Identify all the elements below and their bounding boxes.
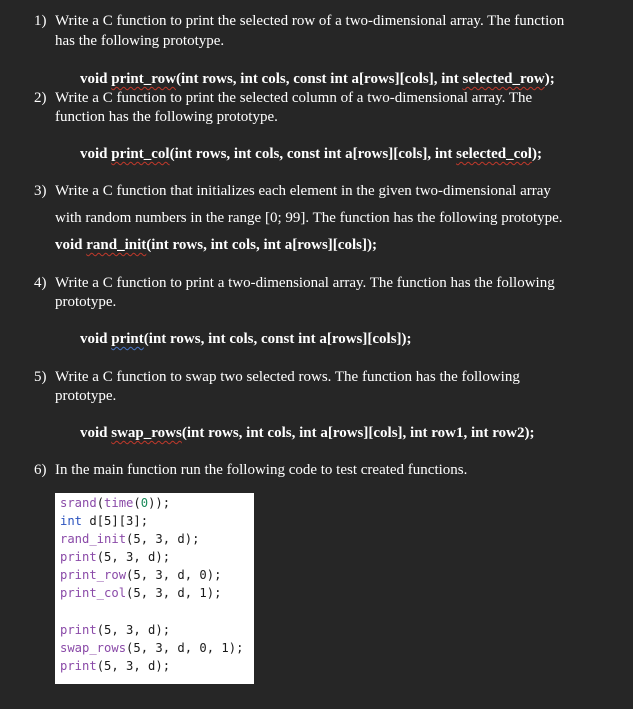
item-2-line-2: function has the following prototype.	[55, 109, 278, 125]
code-function: time	[104, 496, 134, 510]
code-line	[60, 512, 148, 530]
item-1-line-1: Write a C function to print the selected row of a two-dimensional array. The function	[55, 13, 565, 29]
item-5-number: 5)	[34, 369, 47, 385]
item-4-number: 4)	[34, 275, 47, 291]
prototype-function-name: print_row	[111, 71, 176, 87]
prototype-keyword: void	[80, 71, 112, 87]
item-4-line-2: prototype.	[55, 294, 117, 310]
prototype-params: (int rows, int cols, int a[rows][cols]);	[146, 237, 377, 253]
prototype-end: );	[544, 71, 555, 87]
code-function: rand_init	[60, 532, 127, 546]
code-function: print_row	[60, 568, 127, 582]
prototype-params: (int rows, int cols, int a[rows][cols], int row1, int row2);	[181, 425, 535, 441]
prototype-params: (int rows, int cols, const int a[rows][cols]);	[143, 331, 412, 347]
prototype-param-name: selected_col	[456, 146, 532, 162]
item-4-prototype	[80, 330, 412, 349]
prototype-param-name: selected_row	[462, 71, 545, 87]
code-line	[60, 584, 221, 602]
prototype-end: );	[531, 146, 542, 162]
prototype-function-name: swap_rows	[111, 425, 182, 441]
item-5-prototype	[80, 424, 534, 443]
item-4-line-1: Write a C function to print a two-dimensional array. The function has the following	[55, 275, 555, 291]
code-line	[60, 548, 170, 566]
code-text: (5, 3, d, 0);	[126, 568, 222, 582]
item-1-number: 1)	[34, 13, 47, 29]
prototype-function-name: print	[111, 331, 144, 347]
prototype-keyword: void	[80, 146, 112, 162]
item-2-line-1: Write a C function to print the selected column of a two-dimensional array. The	[55, 90, 533, 106]
item-5-line-2: prototype.	[55, 388, 117, 404]
code-line	[60, 639, 243, 657]
code-function: print	[60, 550, 97, 564]
item-5-line-1: Write a C function to swap two selected rows. The function has the following	[55, 369, 520, 385]
prototype-keyword: void	[80, 425, 112, 441]
item-6-number: 6)	[34, 462, 47, 478]
code-line	[60, 566, 221, 584]
code-keyword: int	[60, 514, 83, 528]
code-function: srand	[60, 496, 97, 510]
prototype-keyword: void	[55, 237, 87, 253]
prototype-params: (int rows, int cols, const int a[rows][cols], int	[176, 71, 463, 87]
code-line	[60, 621, 170, 639]
code-punct: (	[133, 496, 141, 510]
code-line	[60, 657, 170, 675]
code-punct: (	[96, 496, 105, 510]
code-block	[55, 493, 254, 684]
item-3-prototype	[55, 236, 377, 255]
prototype-function-name: print_col	[111, 146, 170, 162]
item-3-line-1: Write a C function that initializes each element in the given two-dimensional array	[55, 183, 551, 199]
prototype-keyword: void	[80, 331, 112, 347]
code-text: (5, 3, d);	[126, 532, 200, 546]
prototype-function-name: rand_init	[86, 237, 147, 253]
code-function: swap_rows	[60, 641, 127, 655]
code-text: (5, 3, d);	[96, 659, 171, 673]
item-1-prototype	[80, 70, 555, 89]
item-1-line-2: has the following prototype.	[55, 33, 225, 49]
item-2-prototype	[80, 145, 542, 164]
code-line	[60, 494, 170, 512]
code-literal: 0	[140, 496, 149, 510]
code-function: print	[60, 623, 97, 637]
code-punct: ));	[148, 496, 171, 510]
prototype-params: (int rows, int cols, const int a[rows][cols], int	[169, 146, 457, 162]
item-3-line-2: with random numbers in the range [0; 99]. The function has the following prototype.	[55, 210, 563, 226]
code-text: d[5][3];	[82, 514, 149, 528]
item-6-line-1: In the main function run the following code to test created functions.	[55, 462, 468, 478]
code-text: (5, 3, d, 1);	[126, 586, 222, 600]
code-function: print_col	[60, 586, 127, 600]
item-2-number: 2)	[34, 90, 47, 106]
code-text: (5, 3, d, 0, 1);	[126, 641, 244, 655]
code-text: (5, 3, d);	[96, 550, 171, 564]
code-function: print	[60, 659, 97, 673]
code-text: (5, 3, d);	[96, 623, 171, 637]
item-3-number: 3)	[34, 183, 47, 199]
code-line	[60, 530, 199, 548]
